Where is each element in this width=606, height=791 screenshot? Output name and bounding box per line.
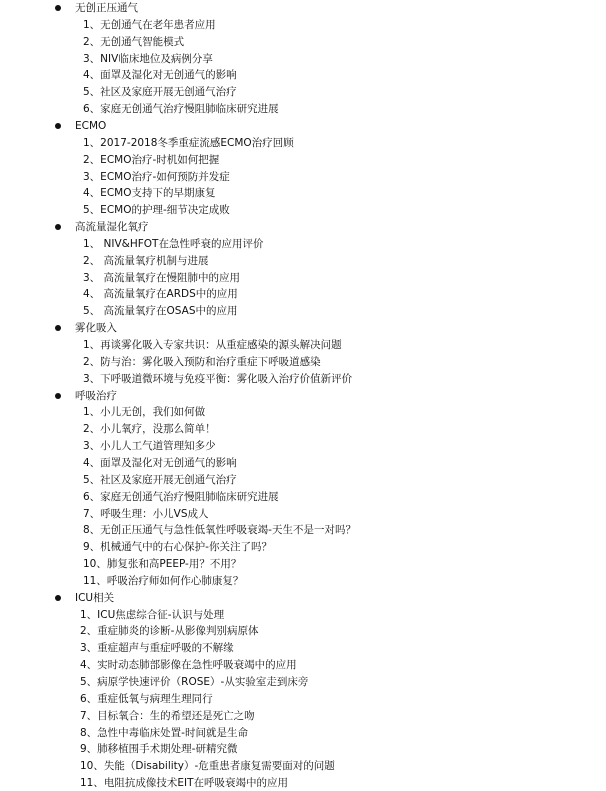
- section-heading: [0, 388, 606, 404]
- list-item: [0, 286, 606, 302]
- section-title: 无创正压通气: [75, 2, 138, 14]
- list-item: [0, 185, 606, 201]
- section-heading: [0, 320, 606, 336]
- list-item: [0, 472, 606, 488]
- list-item: [0, 758, 606, 774]
- list-item-text: 3、NIV临床地位及病例分享: [83, 52, 213, 65]
- list-item-text: 6、家庭无创通气治疗慢阻肺临床研究进展: [83, 103, 279, 116]
- list-item-text: 1、ICU焦虑综合征-认识与处理: [80, 608, 225, 621]
- list-item-text: 5、社区及家庭开展无创通气治疗: [83, 473, 237, 486]
- list-item: [0, 506, 606, 522]
- list-item-text: 3、重症超声与重症呼吸的不解缘: [80, 642, 234, 655]
- list-item: [0, 674, 606, 690]
- list-item: [0, 421, 606, 437]
- list-item: [0, 539, 606, 555]
- list-item: [0, 236, 606, 252]
- list-item-text: 2、无创通气智能模式: [83, 35, 185, 48]
- section-heading: [0, 0, 606, 16]
- list-item: [0, 741, 606, 757]
- list-item-text: 4、面罩及湿化对无创通气的影响: [83, 69, 237, 82]
- section-heading: [0, 219, 606, 235]
- list-item-text: 11、呼吸治疗师如何作心肺康复？: [83, 574, 244, 587]
- list-item: [0, 169, 606, 185]
- section-title: ECMO: [75, 119, 107, 132]
- list-item-text: 5、ECMO的护理-细节决定成败: [83, 204, 230, 217]
- list-item-text: 3、ECMO治疗-如何预防并发症: [83, 170, 230, 183]
- list-item-text: 1、再谈雾化吸入专家共识：从重症感染的源头解决问题: [83, 339, 342, 351]
- list-item-text: 3、 高流量氧疗在慢阻肺中的应用: [83, 271, 241, 284]
- list-item-text: 1、2017-2018冬季重症流感ECMO治疗回顾: [83, 136, 294, 149]
- list-item: [0, 725, 606, 741]
- list-item-text: 9、肺移植围手术期处理-研精究微: [80, 743, 238, 756]
- list-item: [0, 34, 606, 50]
- list-item-text: 7、目标氧合：生的希望还是死亡之吻: [80, 709, 255, 722]
- list-item-text: 2、小儿氧疗，没那么简单！: [83, 423, 216, 436]
- list-item-text: 4、ECMO支持下的早期康复: [83, 187, 216, 200]
- section-title: 高流量湿化氧疗: [75, 221, 149, 234]
- list-item: [0, 101, 606, 117]
- list-item-text: 7、呼吸生理：小儿VS成人: [83, 507, 209, 520]
- list-item: [0, 354, 606, 370]
- section-title: ICU相关: [75, 591, 115, 604]
- list-item-text: 1、 NIV&HFOT在急性呼衰的应用评价: [83, 237, 264, 250]
- list-item-text: 11、电阻抗成像技术EIT在呼吸衰竭中的应用: [80, 777, 289, 790]
- list-item-text: 2、ECMO治疗-时机如何把握: [83, 153, 220, 166]
- list-item-text: 4、实时动态肺部影像在急性呼吸衰竭中的应用: [80, 659, 297, 672]
- list-item: [0, 84, 606, 100]
- list-item: [0, 556, 606, 572]
- list-item: [0, 303, 606, 319]
- bullet-icon: [55, 224, 61, 230]
- list-item: [0, 522, 606, 538]
- list-item-text: 10、失能（Disability）-危重患者康复需要面对的问题: [80, 760, 335, 773]
- list-item: [0, 708, 606, 724]
- list-item: [0, 623, 606, 639]
- list-item-text: 8、急性中毒临床处置-时间就是生命: [80, 726, 248, 739]
- list-item-text: 1、小儿无创，我们如何做: [83, 406, 206, 419]
- list-item-text: 2、重症肺炎的诊断-从影像判别病原体: [80, 625, 259, 638]
- list-item: [0, 253, 606, 269]
- list-item-text: 6、重症低氧与病理生理同行: [80, 692, 213, 705]
- list-item-text: 3、下呼吸道微环境与免疫平衡：雾化吸入治疗价值新评价: [83, 372, 353, 385]
- bullet-icon: [55, 5, 61, 11]
- list-item-text: 2、防与治：雾化吸入预防和治疗重症下呼吸道感染: [83, 355, 321, 368]
- list-item-text: 10、肺复张和高PEEP-用？不用？: [83, 558, 242, 571]
- list-item: [0, 337, 606, 353]
- list-item-text: 1、无创通气在老年患者应用: [83, 18, 216, 31]
- list-item: [0, 404, 606, 420]
- list-item-text: 9、机械通气中的右心保护-你关注了吗？: [83, 541, 272, 554]
- list-item: [0, 438, 606, 454]
- list-item-text: 8、无创正压通气与急性低氧性呼吸衰竭-天生不是一对吗？: [83, 524, 356, 537]
- list-item: [0, 152, 606, 168]
- list-item-text: 5、病原学快速评价（ROSE）-从实验室走到床旁: [80, 676, 309, 688]
- bullet-icon: [55, 123, 61, 129]
- list-item: [0, 455, 606, 471]
- list-item-text: 2、 高流量氧疗机制与进展: [83, 254, 209, 267]
- bullet-icon: [55, 393, 61, 399]
- section-title: 雾化吸入: [75, 322, 117, 335]
- list-item-text: 3、小儿人工气道管理知多少: [83, 440, 216, 453]
- list-item: [0, 607, 606, 623]
- list-item: [0, 573, 606, 589]
- list-item: [0, 270, 606, 286]
- list-item: [0, 371, 606, 387]
- list-item-text: 6、家庭无创通气治疗慢阻肺临床研究进展: [83, 490, 279, 503]
- list-item: [0, 51, 606, 67]
- section-heading: [0, 118, 606, 134]
- list-item: [0, 17, 606, 33]
- list-item: [0, 640, 606, 656]
- list-item-text: 5、社区及家庭开展无创通气治疗: [83, 86, 237, 99]
- list-item: [0, 135, 606, 151]
- list-item-text: 4、 高流量氧疗在ARDS中的应用: [83, 288, 238, 301]
- bullet-icon: [55, 595, 61, 601]
- section-title: 呼吸治疗: [75, 389, 117, 402]
- list-item: [0, 489, 606, 505]
- list-item-text: 5、 高流量氧疗在OSAS中的应用: [83, 305, 238, 318]
- list-item: [0, 657, 606, 673]
- list-item: [0, 691, 606, 707]
- list-item: [0, 202, 606, 218]
- bullet-icon: [55, 325, 61, 331]
- section-heading: [0, 590, 606, 606]
- list-item-text: 4、面罩及湿化对无创通气的影响: [83, 456, 237, 469]
- list-item: [0, 67, 606, 83]
